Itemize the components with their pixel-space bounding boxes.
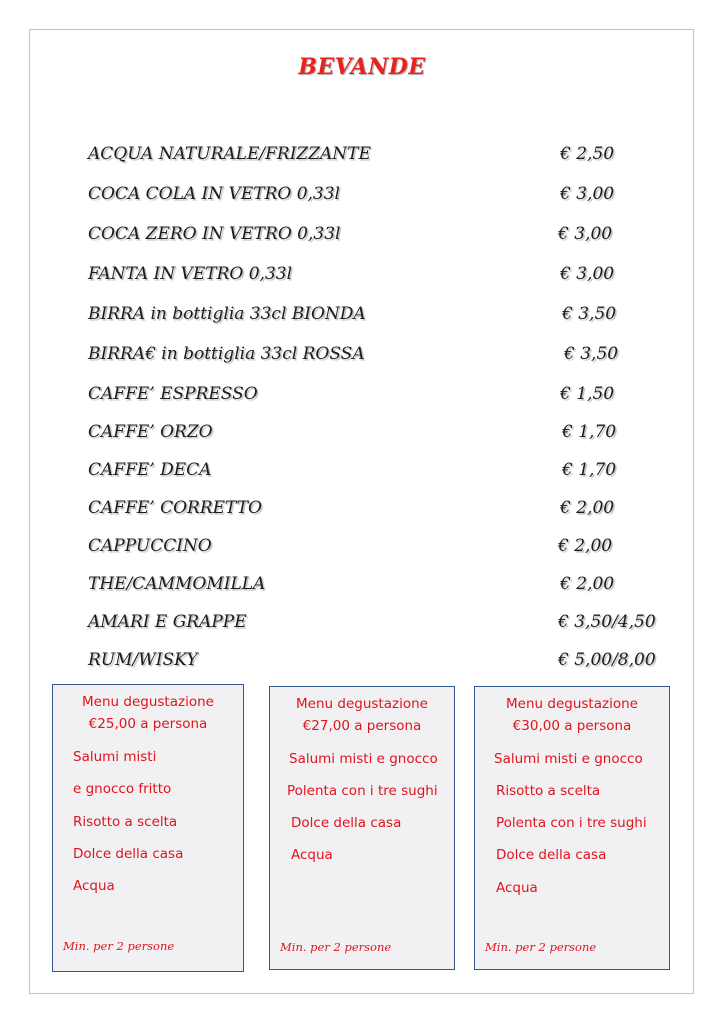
- drink-row: [0, 264, 724, 288]
- drink-price: € 3,50/4,50: [558, 612, 656, 632]
- drink-name: COCA ZERO IN VETRO 0,33l: [88, 224, 341, 244]
- drink-name: ACQUA NATURALE/FRIZZANTE: [88, 144, 371, 164]
- drink-name: AMARI E GRAPPE: [88, 612, 247, 632]
- drink-row: [0, 384, 724, 408]
- menu-min-note: Min. per 2 persone: [63, 939, 175, 953]
- drink-row: [0, 536, 724, 560]
- menu-item: Risotto a scelta: [73, 814, 178, 830]
- menu-item: e gnocco fritto: [73, 781, 172, 797]
- drink-name: COCA COLA IN VETRO 0,33l: [88, 184, 340, 204]
- drink-price: € 3,00: [558, 224, 613, 244]
- menu-item: Salumi misti e gnocco: [494, 751, 643, 767]
- menu-item: Polenta con i tre sughi: [287, 783, 438, 799]
- menu-item: Dolce della casa: [291, 815, 402, 831]
- drink-price: € 5,00/8,00: [558, 650, 656, 670]
- drink-price: € 3,00: [560, 184, 615, 204]
- drink-name: CAFFE’ ORZO: [88, 422, 213, 442]
- page-title: BEVANDE: [298, 54, 426, 80]
- menu-item: Acqua: [496, 880, 538, 896]
- drink-row: [0, 224, 724, 248]
- menu-item: Dolce della casa: [73, 846, 184, 862]
- menu-title: Menu degustazione: [506, 696, 638, 712]
- drink-row: [0, 144, 724, 168]
- tasting-menu-box-30: [474, 686, 670, 970]
- drink-price: € 3,50: [564, 344, 619, 364]
- drink-name: BIRRA€ in bottiglia 33cl ROSSA: [88, 344, 365, 364]
- tasting-menu-box-27: [269, 686, 455, 970]
- menu-item: Polenta con i tre sughi: [496, 815, 647, 831]
- drink-name: FANTA IN VETRO 0,33l: [88, 264, 293, 284]
- menu-title: Menu degustazione: [296, 696, 428, 712]
- menu-price: €27,00 a persona: [302, 718, 422, 734]
- drink-price: € 1,70: [562, 422, 617, 442]
- tasting-menu-box-25: [52, 684, 244, 972]
- drink-row: [0, 498, 724, 522]
- drink-name: THE/CAMMOMILLA: [88, 574, 266, 594]
- menu-item: Salumi misti e gnocco: [289, 751, 438, 767]
- drink-price: € 2,00: [560, 498, 615, 518]
- drink-price: € 3,00: [560, 264, 615, 284]
- drink-row: [0, 422, 724, 446]
- menu-min-note: Min. per 2 persone: [280, 940, 392, 954]
- drink-price: € 2,00: [558, 536, 613, 556]
- drink-row: [0, 460, 724, 484]
- drink-row: [0, 344, 724, 368]
- menu-item: Acqua: [291, 847, 333, 863]
- drink-price: € 3,50: [562, 304, 617, 324]
- drink-name: BIRRA in bottiglia 33cl BIONDA: [88, 304, 366, 324]
- drink-row: [0, 650, 724, 674]
- drink-price: € 2,50: [560, 144, 615, 164]
- drink-row: [0, 612, 724, 636]
- drink-price: € 2,00: [560, 574, 615, 594]
- drink-name: CAPPUCCINO: [88, 536, 212, 556]
- drink-name: CAFFE’ DECA: [88, 460, 212, 480]
- drink-row: [0, 304, 724, 328]
- drink-row: [0, 184, 724, 208]
- menu-title: Menu degustazione: [82, 694, 214, 710]
- drink-price: € 1,70: [562, 460, 617, 480]
- drink-name: CAFFE’ ESPRESSO: [88, 384, 258, 404]
- menu-price: €30,00 a persona: [512, 718, 632, 734]
- menu-item: Risotto a scelta: [496, 783, 601, 799]
- drink-name: CAFFE’ CORRETTO: [88, 498, 262, 518]
- drink-row: [0, 574, 724, 598]
- menu-item: Salumi misti: [73, 749, 157, 765]
- menu-price: €25,00 a persona: [88, 716, 208, 732]
- drink-price: € 1,50: [560, 384, 615, 404]
- menu-item: Dolce della casa: [496, 847, 607, 863]
- menu-min-note: Min. per 2 persone: [485, 940, 597, 954]
- menu-item: Acqua: [73, 878, 115, 894]
- drink-name: RUM/WISKY: [88, 650, 198, 670]
